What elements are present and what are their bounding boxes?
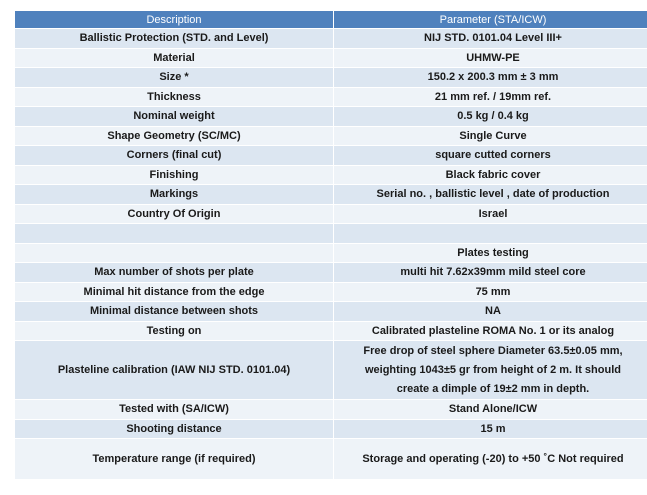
table-row <box>15 29 647 49</box>
row-value <box>334 341 647 400</box>
row-label: Finishing <box>15 165 334 185</box>
value-line: Free drop of steel sphere Diameter 63.5±0.05 mm, <box>363 344 623 357</box>
row-label: Minimal hit distance from the edge <box>15 282 334 302</box>
table-row <box>15 204 647 224</box>
row-label: Nominal weight <box>15 107 334 127</box>
row-value: Calibrated plasteline ROMA No. 1 or its analog <box>334 321 647 341</box>
table-row <box>15 165 647 185</box>
row-label: Size * <box>15 68 334 88</box>
section-title: Plates testing <box>334 243 647 263</box>
section-header-row <box>15 243 647 263</box>
row-label: Shape Geometry (SC/MC) <box>15 126 334 146</box>
row-label: Country Of Origin <box>15 204 334 224</box>
row-value: Black fabric cover <box>334 165 647 185</box>
spec-table <box>14 10 647 480</box>
table-row <box>15 146 647 166</box>
table-row <box>15 185 647 205</box>
table-row <box>15 302 647 322</box>
row-value: 0.5 kg / 0.4 kg <box>334 107 647 127</box>
table-row <box>15 263 647 283</box>
row-value: 75 mm <box>334 282 647 302</box>
row-label <box>15 224 334 244</box>
row-value: multi hit 7.62x39mm mild steel core <box>334 263 647 283</box>
row-value: Israel <box>334 204 647 224</box>
row-label: Temperature range (if required) <box>15 439 334 480</box>
row-label: Tested with (SA/ICW) <box>15 400 334 420</box>
row-value: Serial no. , ballistic level , date of production <box>334 185 647 205</box>
header-row <box>15 11 647 29</box>
row-label: Thickness <box>15 87 334 107</box>
table-row <box>15 400 647 420</box>
row-label: Material <box>15 48 334 68</box>
table-row <box>15 126 647 146</box>
table-row <box>15 107 647 127</box>
row-value: 15 m <box>334 419 647 439</box>
row-value: Stand Alone/ICW <box>334 400 647 420</box>
table-row <box>15 341 647 400</box>
row-label: Ballistic Protection (STD. and Level) <box>15 29 334 49</box>
table-row <box>15 439 647 480</box>
row-label: Minimal distance between shots <box>15 302 334 322</box>
row-label: Markings <box>15 185 334 205</box>
table-row <box>15 321 647 341</box>
row-label: Shooting distance <box>15 419 334 439</box>
row-value <box>334 224 647 244</box>
row-label <box>15 243 334 263</box>
table-row <box>15 68 647 88</box>
row-value: NIJ STD. 0101.04 Level III+ <box>334 29 647 49</box>
value-line: weighting 1043±5 gr from height of 2 m. It should <box>364 363 621 376</box>
row-label: Testing on <box>15 321 334 341</box>
row-label: Max number of shots per plate <box>15 263 334 283</box>
row-value: Single Curve <box>334 126 647 146</box>
row-value: 150.2 x 200.3 mm ± 3 mm <box>334 68 647 88</box>
description-header: Description <box>15 11 334 29</box>
parameter-header: Parameter (STA/ICW) <box>334 11 647 29</box>
table-row-empty <box>15 224 647 244</box>
spec-sheet <box>14 10 634 480</box>
row-label: Plasteline calibration (IAW NIJ STD. 0101.04) <box>15 341 334 400</box>
row-value: NA <box>334 302 647 322</box>
table-row <box>15 419 647 439</box>
table-row <box>15 87 647 107</box>
row-value: 21 mm ref. / 19mm ref. <box>334 87 647 107</box>
table-row <box>15 282 647 302</box>
table-row <box>15 48 647 68</box>
row-value: Storage and operating (-20) to +50 ˚C Not required <box>334 439 647 480</box>
row-label: Corners (final cut) <box>15 146 334 166</box>
row-value: UHMW-PE <box>334 48 647 68</box>
value-line: create a dimple of 19±2 mm in depth. <box>396 382 590 395</box>
row-value: square cutted corners <box>334 146 647 166</box>
